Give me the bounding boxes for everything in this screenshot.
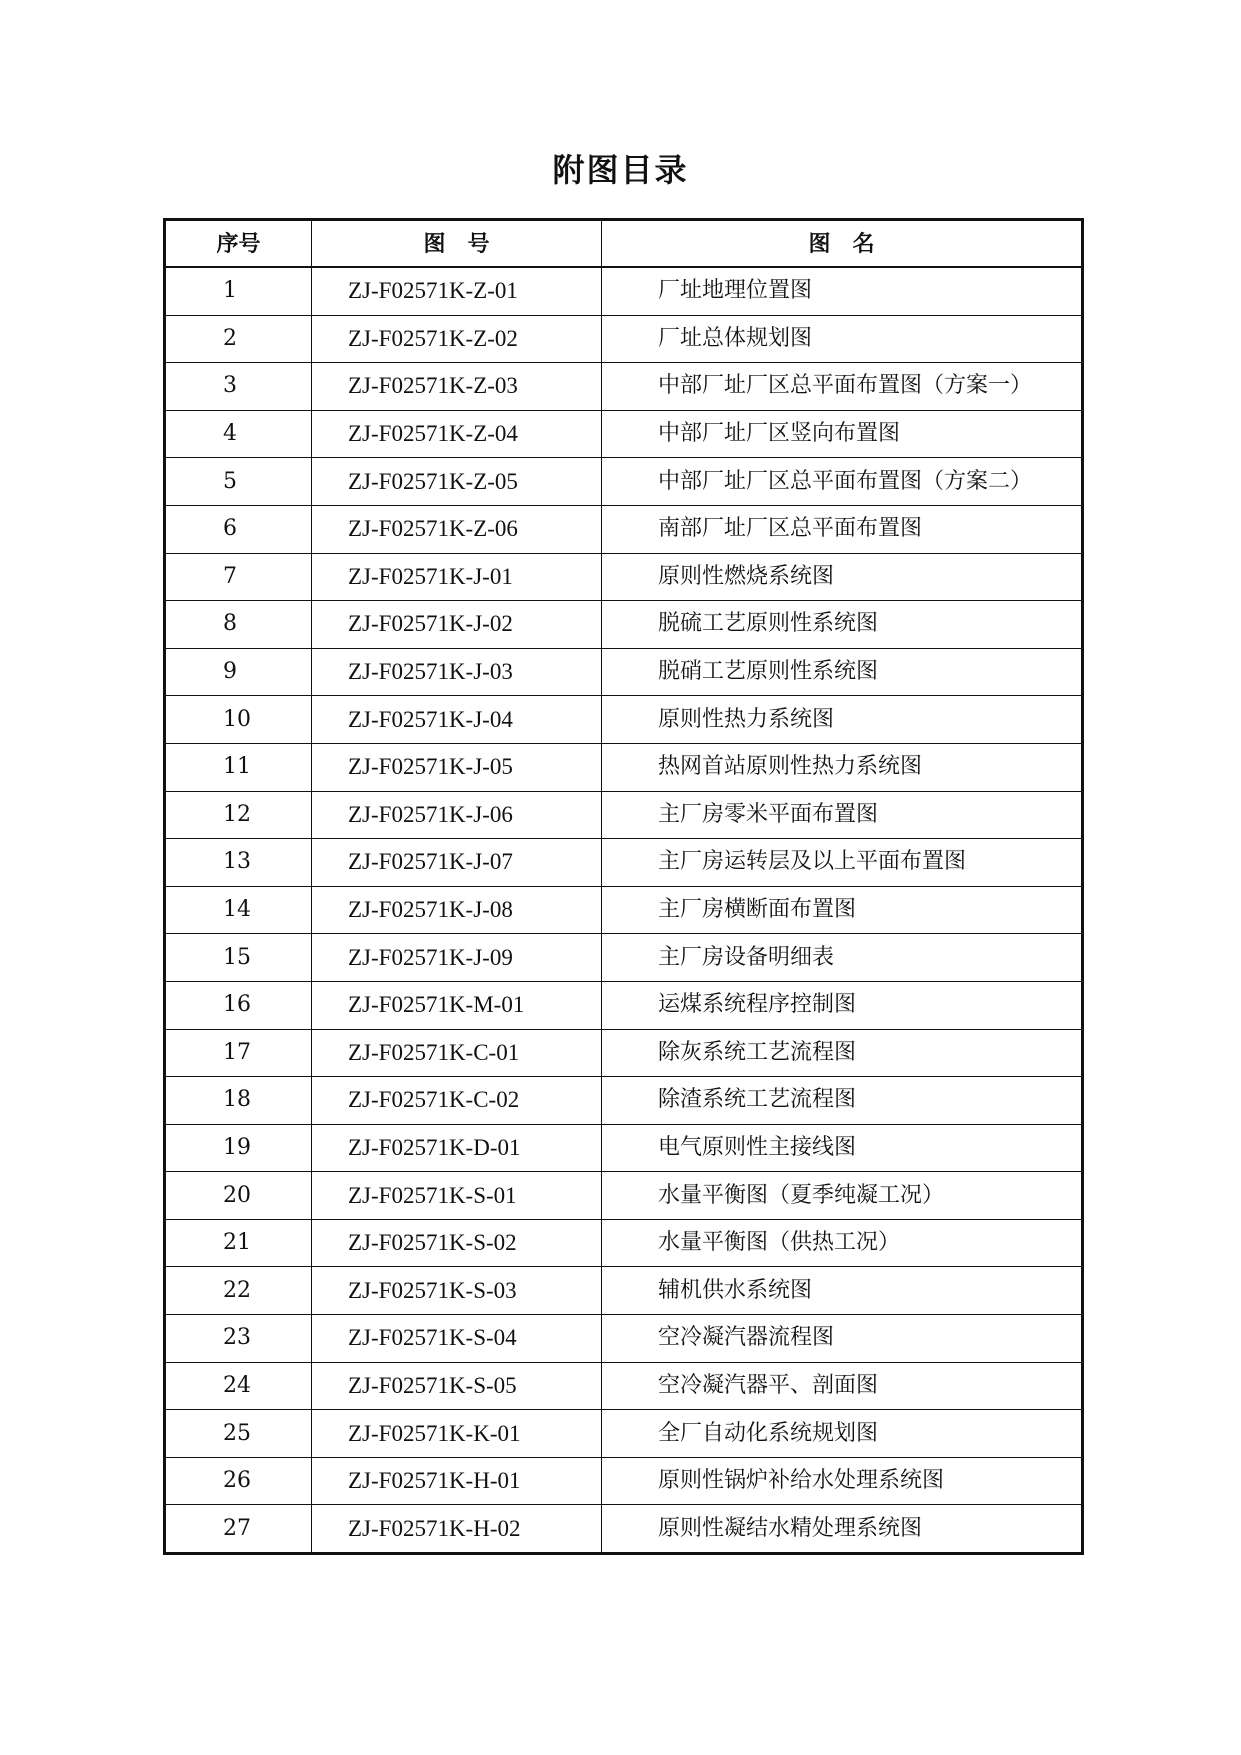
drawing-name: 主厂房零米平面布置图 [602, 791, 1083, 839]
row-index: 3 [165, 363, 312, 411]
drawing-name: 中部厂址厂区总平面布置图（方案一） [602, 363, 1083, 411]
drawing-name: 厂址地理位置图 [602, 267, 1083, 315]
drawing-name: 热网首站原则性热力系统图 [602, 743, 1083, 791]
table-row [165, 696, 1083, 744]
row-index: 6 [165, 505, 312, 553]
drawing-number: ZJ-F02571K-H-02 [312, 1505, 602, 1554]
drawing-number: ZJ-F02571K-S-05 [312, 1362, 602, 1410]
table-row [165, 315, 1083, 363]
table-row [165, 981, 1083, 1029]
drawing-number: ZJ-F02571K-C-02 [312, 1077, 602, 1125]
drawing-number: ZJ-F02571K-K-01 [312, 1410, 602, 1458]
row-index: 14 [165, 886, 312, 934]
table-row [165, 1172, 1083, 1220]
drawing-number: ZJ-F02571K-Z-05 [312, 458, 602, 506]
drawing-number: ZJ-F02571K-S-04 [312, 1315, 602, 1363]
drawing-number: ZJ-F02571K-J-03 [312, 648, 602, 696]
row-index: 7 [165, 553, 312, 601]
drawing-number: ZJ-F02571K-S-03 [312, 1267, 602, 1315]
row-index: 23 [165, 1315, 312, 1363]
drawing-number: ZJ-F02571K-J-06 [312, 791, 602, 839]
drawing-name: 南部厂址厂区总平面布置图 [602, 505, 1083, 553]
table-row [165, 458, 1083, 506]
drawing-number: ZJ-F02571K-Z-04 [312, 410, 602, 458]
drawing-name: 水量平衡图（供热工况） [602, 1219, 1083, 1267]
drawing-number: ZJ-F02571K-Z-03 [312, 363, 602, 411]
drawing-name: 空冷凝汽器平、剖面图 [602, 1362, 1083, 1410]
drawing-name: 脱硝工艺原则性系统图 [602, 648, 1083, 696]
header-index: 序号 [165, 220, 312, 268]
drawing-number: ZJ-F02571K-D-01 [312, 1124, 602, 1172]
table-row [165, 1315, 1083, 1363]
drawing-number: ZJ-F02571K-Z-02 [312, 315, 602, 363]
drawing-number: ZJ-F02571K-J-02 [312, 601, 602, 649]
table-header [165, 220, 1083, 268]
drawing-name: 原则性热力系统图 [602, 696, 1083, 744]
drawing-name: 除渣系统工艺流程图 [602, 1077, 1083, 1125]
drawing-name: 主厂房运转层及以上平面布置图 [602, 839, 1083, 887]
drawing-number: ZJ-F02571K-J-01 [312, 553, 602, 601]
row-index: 5 [165, 458, 312, 506]
row-index: 26 [165, 1457, 312, 1505]
drawing-number: ZJ-F02571K-Z-01 [312, 267, 602, 315]
table-row [165, 1124, 1083, 1172]
header-drawing-name: 图 名 [602, 220, 1083, 268]
table-row [165, 886, 1083, 934]
drawing-number: ZJ-F02571K-J-04 [312, 696, 602, 744]
drawing-number: ZJ-F02571K-J-09 [312, 934, 602, 982]
row-index: 24 [165, 1362, 312, 1410]
row-index: 17 [165, 1029, 312, 1077]
drawing-number: ZJ-F02571K-J-07 [312, 839, 602, 887]
drawing-number: ZJ-F02571K-Z-06 [312, 505, 602, 553]
drawing-number: ZJ-F02571K-J-05 [312, 743, 602, 791]
drawing-name: 除灰系统工艺流程图 [602, 1029, 1083, 1077]
table-row [165, 1219, 1083, 1267]
table-row [165, 1362, 1083, 1410]
drawing-number: ZJ-F02571K-C-01 [312, 1029, 602, 1077]
table-row [165, 934, 1083, 982]
row-index: 15 [165, 934, 312, 982]
table-row [165, 1505, 1083, 1554]
table-row [165, 505, 1083, 553]
table-row [165, 410, 1083, 458]
drawing-name: 脱硫工艺原则性系统图 [602, 601, 1083, 649]
table-row [165, 839, 1083, 887]
table-row [165, 1457, 1083, 1505]
row-index: 8 [165, 601, 312, 649]
drawing-name: 厂址总体规划图 [602, 315, 1083, 363]
row-index: 18 [165, 1077, 312, 1125]
row-index: 9 [165, 648, 312, 696]
table-row [165, 1077, 1083, 1125]
drawing-name: 运煤系统程序控制图 [602, 981, 1083, 1029]
row-index: 25 [165, 1410, 312, 1458]
row-index: 13 [165, 839, 312, 887]
table-row [165, 553, 1083, 601]
row-index: 2 [165, 315, 312, 363]
page-title: 附图目录 [552, 151, 689, 189]
drawing-name: 原则性锅炉补给水处理系统图 [602, 1457, 1083, 1505]
drawing-number: ZJ-F02571K-H-01 [312, 1457, 602, 1505]
table-row [165, 267, 1083, 315]
table-body [165, 267, 1083, 1554]
drawing-number: ZJ-F02571K-S-02 [312, 1219, 602, 1267]
table-row [165, 743, 1083, 791]
table-row [165, 1410, 1083, 1458]
header-row [165, 220, 1083, 268]
table-row [165, 1029, 1083, 1077]
drawing-number: ZJ-F02571K-M-01 [312, 981, 602, 1029]
drawing-name: 原则性凝结水精处理系统图 [602, 1505, 1083, 1554]
drawing-name: 辅机供水系统图 [602, 1267, 1083, 1315]
drawing-name: 主厂房横断面布置图 [602, 886, 1083, 934]
row-index: 11 [165, 743, 312, 791]
row-index: 12 [165, 791, 312, 839]
table-row [165, 1267, 1083, 1315]
table-row [165, 363, 1083, 411]
row-index: 27 [165, 1505, 312, 1554]
row-index: 10 [165, 696, 312, 744]
drawing-name: 中部厂址厂区竖向布置图 [602, 410, 1083, 458]
row-index: 20 [165, 1172, 312, 1220]
drawing-name: 水量平衡图（夏季纯凝工况） [602, 1172, 1083, 1220]
drawing-name: 原则性燃烧系统图 [602, 553, 1083, 601]
drawing-catalog-table [163, 218, 1084, 1555]
row-index: 16 [165, 981, 312, 1029]
drawing-name: 中部厂址厂区总平面布置图（方案二） [602, 458, 1083, 506]
table-row [165, 601, 1083, 649]
drawing-name: 全厂自动化系统规划图 [602, 1410, 1083, 1458]
table-row [165, 648, 1083, 696]
row-index: 19 [165, 1124, 312, 1172]
row-index: 4 [165, 410, 312, 458]
drawing-name: 电气原则性主接线图 [602, 1124, 1083, 1172]
table-row [165, 791, 1083, 839]
row-index: 21 [165, 1219, 312, 1267]
row-index: 1 [165, 267, 312, 315]
row-index: 22 [165, 1267, 312, 1315]
drawing-name: 主厂房设备明细表 [602, 934, 1083, 982]
header-drawing-no: 图 号 [312, 220, 602, 268]
drawing-number: ZJ-F02571K-J-08 [312, 886, 602, 934]
drawing-name: 空冷凝汽器流程图 [602, 1315, 1083, 1363]
drawing-number: ZJ-F02571K-S-01 [312, 1172, 602, 1220]
